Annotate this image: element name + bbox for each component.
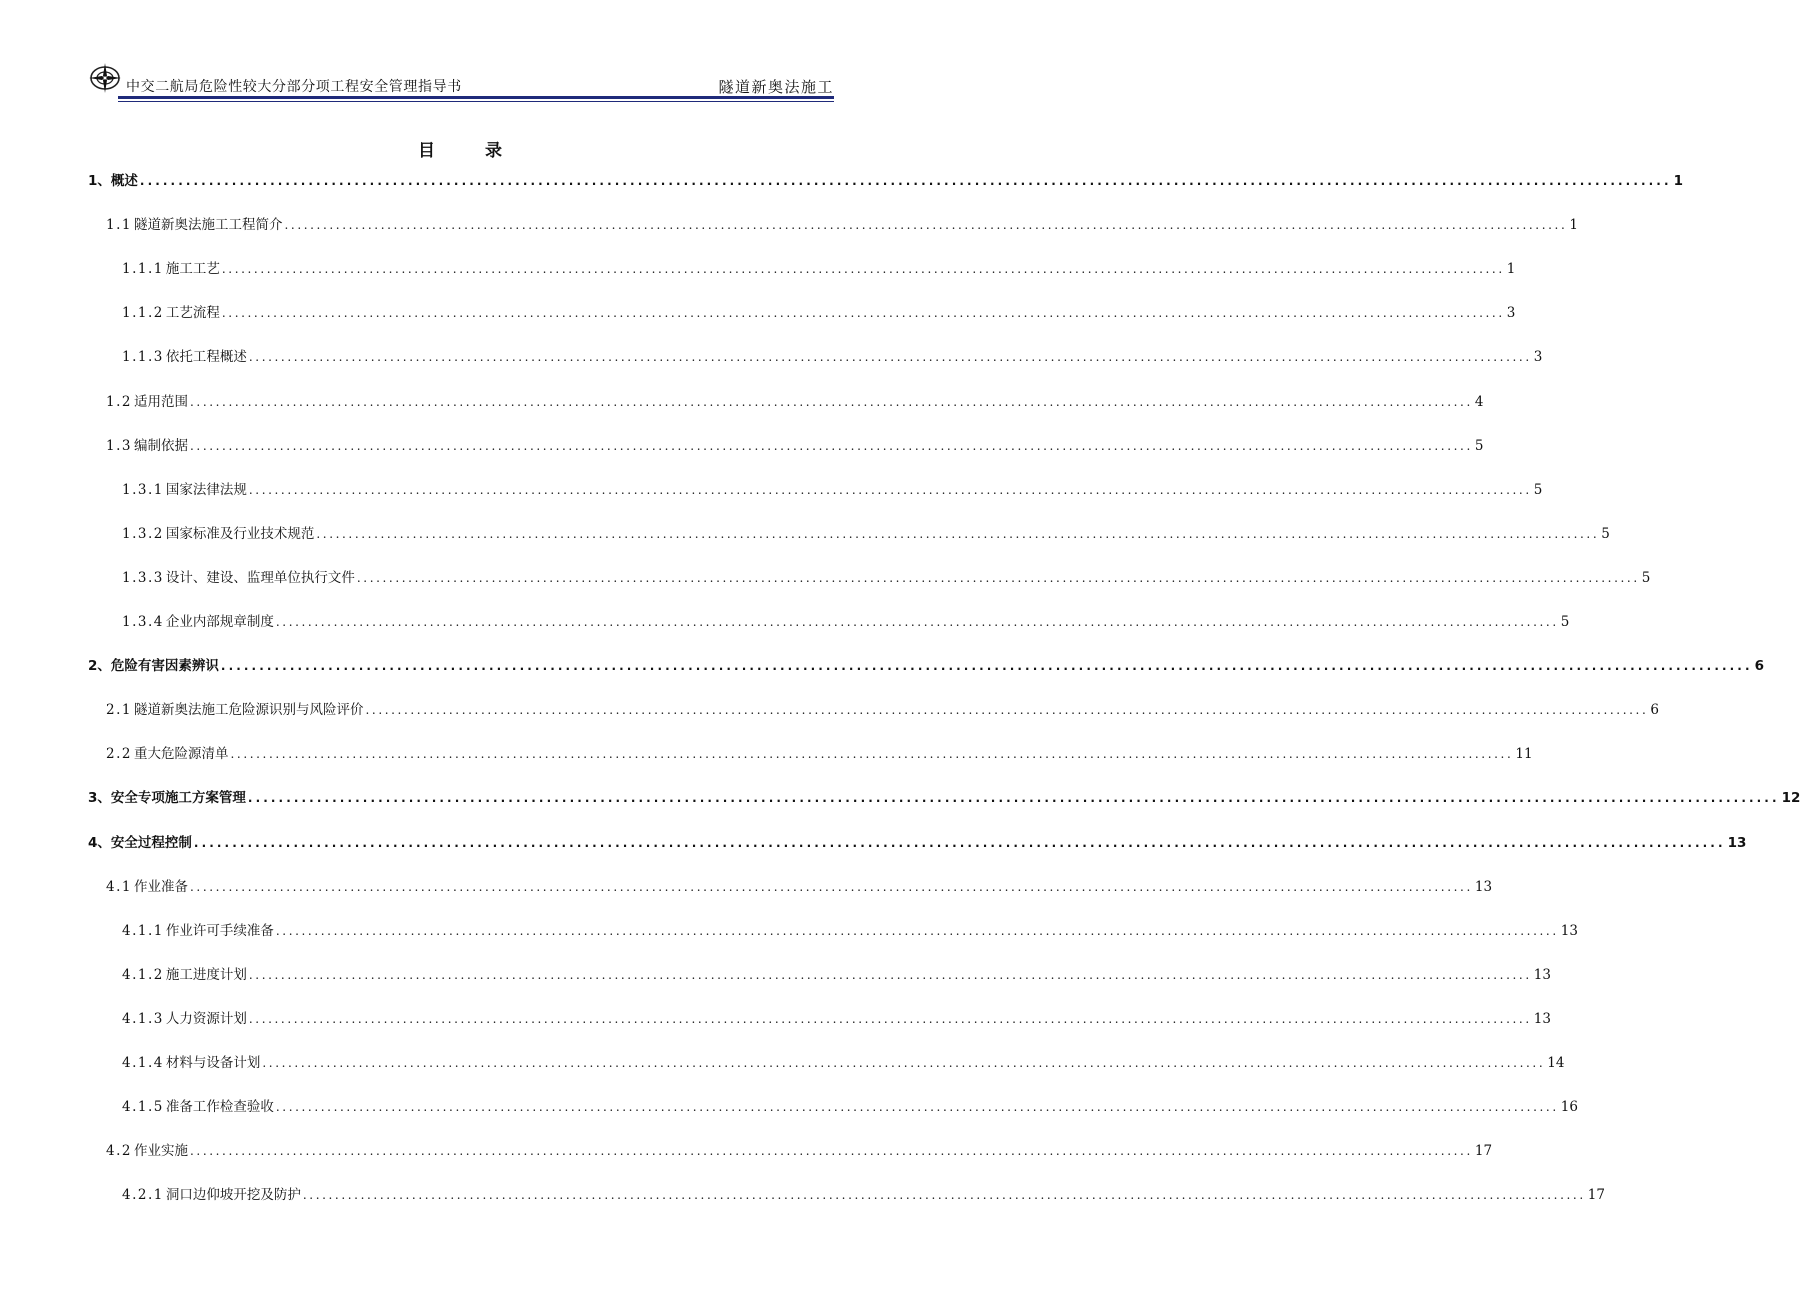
toc-entry[interactable] — [88, 653, 1765, 675]
toc-entry-number: 1.3.1 — [122, 481, 164, 498]
toc-entry[interactable] — [122, 918, 1578, 940]
toc-entry-title: 国家法律法规 — [165, 481, 247, 498]
toc-leader-dots: ........................................................................................................................................................................................................ — [221, 306, 1505, 321]
toc-entry-number: 4、 — [88, 834, 111, 851]
toc-entry[interactable] — [122, 300, 1516, 322]
toc-entry-title: 重大危险源清单 — [133, 746, 229, 763]
toc-entry[interactable] — [122, 1094, 1578, 1116]
toc-entry-number: 2.2 — [106, 746, 132, 763]
toc-entry-title: 作业实施 — [133, 1143, 188, 1160]
toc-entry[interactable] — [106, 433, 1484, 455]
toc-leader-dots: ........................................................................................................................................................................................................ — [189, 394, 1473, 409]
toc-entry-number: 4.1.5 — [122, 1099, 164, 1116]
toc-entry-page: 4 — [1474, 393, 1484, 410]
toc-entry-page: 5 — [1474, 437, 1484, 454]
toc-entry-title: 隧道新奥法施工危险源识别与风险评价 — [133, 702, 364, 719]
toc-leader-dots: ........................................................................................................................................................................................................ — [262, 1056, 1546, 1070]
toc-entry[interactable] — [106, 212, 1578, 234]
toc-entry-title: 编制依据 — [133, 437, 188, 454]
toc-entry-title: 洞口边仰坡开挖及防护 — [165, 1187, 301, 1204]
toc-leader-dots: ........................................................................................................................................................................................................ — [221, 262, 1505, 277]
toc-entry-page: 6 — [1754, 658, 1765, 675]
toc-entry-title: 作业准备 — [133, 878, 188, 895]
toc-entry-page: 17 — [1474, 1143, 1493, 1160]
toc-entry[interactable] — [106, 874, 1493, 896]
toc-entry-page: 6 — [1650, 702, 1659, 719]
toc-entry-title: 适用范围 — [133, 393, 188, 410]
toc-entry-page: 3 — [1533, 349, 1543, 366]
toc-entry-page: 5 — [1560, 614, 1570, 630]
toc-entry-number: 2.1 — [106, 702, 132, 719]
toc-leader-dots: ........................................................................................................................................................................................................ — [230, 747, 1514, 762]
toc-entry-page: 1 — [1506, 261, 1516, 278]
toc-entry-page: 12 — [1781, 790, 1800, 807]
toc-entry-number: 1.3 — [106, 437, 132, 454]
toc-entry-page: 3 — [1506, 305, 1516, 322]
toc-entry-number: 4.2 — [106, 1143, 132, 1160]
toc-entry[interactable] — [122, 344, 1543, 366]
toc-entry[interactable] — [106, 697, 1659, 719]
toc-entry-page: 13 — [1560, 922, 1578, 939]
toc-entry-page: 1 — [1673, 173, 1684, 189]
toc-entry-title: 准备工作检查验收 — [165, 1099, 274, 1116]
toc-leader-dots: ........................................................................................................................................................................................................ — [248, 350, 1532, 365]
toc-entry[interactable] — [122, 609, 1570, 631]
toc-leader-dots: ........................................................................................................................................................................................................ — [139, 174, 1672, 188]
toc-entry-title: 国家标准及行业技术规范 — [165, 525, 315, 542]
toc-leader-dots: ........................................................................................................................................................................................................ — [189, 1144, 1473, 1159]
toc-entry-number: 3、 — [88, 790, 111, 807]
toc-entry-number: 4.1 — [106, 878, 132, 895]
toc-entry-number: 1.3.3 — [122, 569, 164, 586]
toc-entry-title: 安全过程控制 — [110, 834, 192, 851]
toc-leader-dots: ........................................................................................................................................................................................................ — [365, 703, 1649, 718]
toc-entry[interactable] — [122, 256, 1516, 278]
toc-entry-page: 13 — [1533, 1010, 1551, 1027]
toc-entry-title: 概述 — [110, 173, 138, 189]
toc-entry-number: 1.1.1 — [122, 261, 164, 278]
toc-entry-title: 施工进度计划 — [165, 966, 247, 983]
toc-entry-title: 企业内部规章制度 — [165, 614, 274, 630]
toc-entry[interactable] — [88, 785, 1800, 807]
toc-entry-number: 4.1.3 — [122, 1010, 164, 1027]
toc-entry[interactable] — [88, 830, 1747, 852]
toc-entry-number: 1.3.2 — [122, 525, 164, 542]
toc-entry-number: 1.3.4 — [122, 614, 164, 630]
toc-entry-title: 危险有害因素辨识 — [110, 658, 219, 675]
toc-entry-number: 4.2.1 — [122, 1187, 164, 1204]
toc-entry-title: 人力资源计划 — [165, 1010, 247, 1027]
toc-leader-dots: ........................................................................................................................................................................................................ — [302, 1188, 1586, 1203]
toc-entry-title: 材料与设备计划 — [165, 1055, 261, 1071]
toc-entry[interactable] — [122, 565, 1651, 587]
toc-leader-dots: ........................................................................................................................................................................................................ — [275, 923, 1559, 938]
toc-entry-title: 设计、建设、监理单位执行文件 — [165, 569, 355, 586]
toc-leader-dots: ........................................................................................................................................................................................................ — [189, 879, 1473, 894]
toc-entry-number: 4.1.4 — [122, 1055, 164, 1071]
header-rule-thin — [118, 101, 834, 102]
toc-leader-dots: ........................................................................................................................................................................................................ — [193, 835, 1726, 850]
toc-leader-dots: ........................................................................................................................................................................................................ — [189, 438, 1473, 453]
ccccc-compass-logo-icon — [88, 62, 126, 96]
toc-entry-title: 施工工艺 — [165, 261, 220, 278]
toc-entry-title: 工艺流程 — [165, 305, 220, 322]
toc-leader-dots: ........................................................................................................................................................................................................ — [248, 967, 1532, 982]
toc-entry-number: 4.1.2 — [122, 966, 164, 983]
toc-entry-page: 11 — [1515, 746, 1533, 763]
toc-leader-dots: ........................................................................................................................................................................................................ — [316, 526, 1600, 541]
toc-entry[interactable] — [122, 1006, 1551, 1028]
toc-leader-dots: ........................................................................................................................................................................................................ — [247, 791, 1780, 806]
toc-entry-title: 作业许可手续准备 — [165, 922, 274, 939]
toc-entry-page: 5 — [1601, 525, 1610, 542]
toc-entry-number: 1.1.3 — [122, 349, 164, 366]
toc-entry-page: 5 — [1533, 481, 1543, 498]
toc-entry[interactable] — [122, 477, 1543, 499]
toc-leader-dots: ........................................................................................................................................................................................................ — [284, 218, 1568, 233]
company-document-title: 中交二航局危险性较大分部分项工程安全管理指导书 — [126, 79, 462, 95]
toc-entry-page: 13 — [1727, 834, 1747, 851]
toc-entry-page: 13 — [1533, 966, 1551, 983]
toc-leader-dots: ........................................................................................................................................................................................................ — [220, 659, 1753, 674]
toc-entry-number: 4.1.1 — [122, 922, 164, 939]
toc-entry-number: 2、 — [88, 658, 111, 675]
toc-entry-title: 隧道新奥法施工工程简介 — [133, 217, 283, 234]
header-rule-thick — [118, 96, 834, 99]
toc-title: 目 录 — [418, 141, 524, 161]
toc-entry[interactable] — [106, 389, 1484, 411]
toc-leader-dots: ........................................................................................................................................................................................................ — [275, 615, 1559, 629]
toc-entry[interactable] — [122, 521, 1610, 543]
toc-entry-title: 安全专项施工方案管理 — [110, 790, 246, 807]
toc-entry-number: 1、 — [88, 173, 111, 189]
toc-leader-dots: ........................................................................................................................................................................................................ — [248, 1011, 1532, 1026]
toc-entry-number: 1.2 — [106, 393, 132, 410]
toc-entry-page: 17 — [1587, 1187, 1605, 1204]
toc-entry[interactable] — [122, 1182, 1605, 1204]
toc-entry[interactable] — [122, 1050, 1565, 1072]
toc-entry-title: 依托工程概述 — [165, 349, 247, 366]
toc-entry[interactable] — [106, 741, 1533, 763]
section-title: 隧道新奥法施工 — [718, 78, 834, 96]
toc-entry[interactable] — [106, 1138, 1493, 1160]
toc-entry-number: 1.1.2 — [122, 305, 164, 322]
toc-entry-page: 5 — [1641, 569, 1651, 586]
toc-entry-number: 1.1 — [106, 217, 132, 234]
toc-entry-page: 13 — [1474, 878, 1493, 895]
toc-entry-page: 16 — [1560, 1099, 1578, 1116]
toc-leader-dots: ........................................................................................................................................................................................................ — [248, 482, 1532, 497]
toc-leader-dots: ........................................................................................................................................................................................................ — [275, 1100, 1559, 1115]
toc-entry[interactable] — [88, 168, 1684, 190]
toc-entry-page: 14 — [1547, 1055, 1565, 1071]
toc-entry[interactable] — [122, 962, 1551, 984]
toc-leader-dots: ........................................................................................................................................................................................................ — [356, 570, 1640, 585]
toc-entry-page: 1 — [1569, 217, 1578, 234]
